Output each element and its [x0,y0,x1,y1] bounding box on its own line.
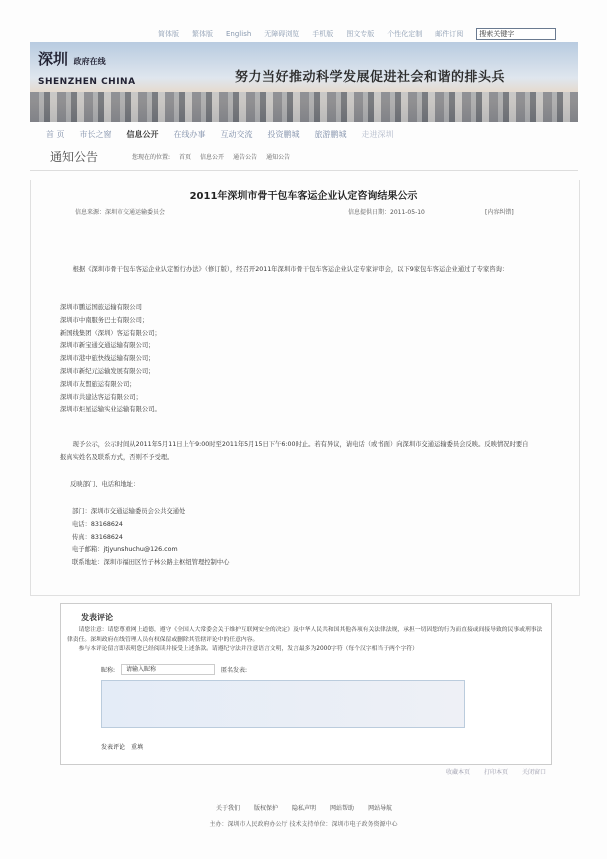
search-input[interactable]: 搜索关键字 [476,28,556,40]
contact-heading: 反映部门、电话和地址： [70,481,140,488]
info-source: 信息来源：深圳市交通运输委员会 [75,209,166,216]
list-item: 深圳市炬星运输实业运输有限公司。 [60,406,161,414]
company-list [60,302,161,417]
nav-online-service[interactable]: 在线办事 [173,130,206,139]
breadcrumb-item[interactable]: 通知公告 [266,154,291,161]
close-window-link[interactable]: 关闭窗口 [522,769,547,776]
comment-notice: 请您注意：请您尊重网上道德，遵守《全国人大常委会关于维护互联网安全的决定》及中华人民共和国其他各项有关法律法规，承担一切因您的行为而直接或间接导致的民事或刑事法律责任。深圳政府在线管理人员有权保留或删除其管辖评论中的任意内容。 参与本评论留言即表明您已经阅读并接受上述条款。请遵纪守法并注意语言文明，发言最多为2000字符（每个汉字相当于两个字符） [67,627,543,652]
page-tools [446,767,546,776]
list-item: 深圳市新纪元运输发展有限公司； [60,367,155,375]
top-links [158,28,556,40]
comment-title: 发表评论 [81,613,113,622]
top-link[interactable]: 个性化定制 [387,30,423,38]
reset-button[interactable]: 重填 [131,744,144,751]
top-link[interactable]: 繁体版 [192,30,213,38]
top-link[interactable]: 简体版 [158,30,179,38]
page-title: 通知公告 [50,150,99,164]
info-date: 信息提供日期：2011-05-10 [348,209,425,216]
breadcrumb-item[interactable]: 信息公开 [200,154,225,161]
site-logo[interactable]: 深圳 政府在线 SHENZHEN CHINA [38,50,136,87]
slogan: 努力当好推动科学发展促进社会和谐的排头兵 [235,70,506,85]
top-link[interactable]: 邮件订阅 [435,30,464,38]
nav-about-shenzhen[interactable]: 走进深圳 [361,130,394,139]
top-link[interactable]: English [226,30,252,38]
contact-department: 部门：深圳市交通运输委员会公共交通处 [72,508,186,515]
nav-invest[interactable]: 投资鹏城 [267,130,300,139]
content-correction-link[interactable]: [内容纠错] [485,209,514,216]
bookmark-page-link[interactable]: 收藏本页 [446,769,471,776]
contact-fax: 传真：83168624 [72,533,123,541]
nickname-row: 昵称: 请输入昵称 匿名发表: [101,666,248,674]
nav-info-public[interactable]: 信息公开 [126,130,159,139]
contact-phone: 电话：83168624 [72,520,123,528]
city-skyline-image [30,92,578,122]
nav-mayor[interactable]: 市长之窗 [79,130,112,139]
contact-list [72,506,229,570]
footer-link[interactable]: 版权保护 [254,805,279,812]
list-item: 深圳市鹏运国旅运输有限公司 [60,304,142,311]
list-item: 深圳市友盟旅运有限公司； [60,380,136,388]
main-nav [46,129,394,140]
anonymous-label[interactable]: 匿名发表: [221,667,248,674]
list-item: 深圳市新宝通交通运输有限公司； [60,342,155,350]
footer-links [216,803,392,812]
comment-textarea[interactable] [101,680,465,728]
top-link[interactable]: 图文专版 [346,30,375,38]
nickname-input[interactable]: 请输入昵称 [121,664,215,675]
article-title: 2011年深圳市骨干包车客运企业认定咨询结果公示 [189,191,418,202]
top-link[interactable]: 无障碍浏览 [264,30,300,38]
submit-comment-button[interactable]: 发表评论 [101,744,126,751]
nav-home[interactable]: 首 页 [46,130,65,139]
list-item: 深圳市港中旅快线运输有限公司； [60,355,155,363]
footer-copyright: 主办：深圳市人民政府办公厅 技术支持单位：深圳市电子政务资源中心 [209,821,398,828]
list-item: 新国线集团（深圳）客运有限公司； [60,329,161,337]
contact-address: 联系地址：深圳市福田区竹子林公路主枢纽管理控制中心 [72,559,230,567]
footer-link[interactable]: 关于我们 [216,805,241,812]
nav-interaction[interactable]: 互动交流 [220,130,253,139]
list-item: 深圳市共建达客运有限公司； [60,393,142,401]
breadcrumb-item[interactable]: 首页 [179,154,192,161]
comment-section [60,603,552,765]
nav-travel[interactable]: 旅游鹏城 [314,130,347,139]
comment-buttons [101,742,143,751]
breadcrumb-item[interactable]: 通告公告 [233,154,258,161]
print-page-link[interactable]: 打印本页 [484,769,509,776]
footer-link[interactable]: 网站导航 [368,805,393,812]
breadcrumb: 您现在的位置: 首页 信息公开 通告公告 通知公告 [132,154,291,161]
top-link[interactable]: 手机版 [312,30,334,38]
footer-link[interactable]: 隐私声明 [292,805,317,812]
list-item: 深圳市中南服务巴士有限公司； [60,316,149,324]
banner [30,42,578,122]
divider [30,170,578,171]
intro-paragraph: 根据《深圳市骨干包车客运企业认定暂行办法》（修订版），经召开2011年深圳市骨干包车客运企业认定专家评审会，以下9家包车客运企业通过了专家咨询： [72,266,509,273]
contact-email: 电子邮箱：jtjyunshuchu@126.com [72,546,178,554]
notice-paragraph: 现予公示，公示时间从2011年5月11日上午9:00时至2011年5月15日下午6:00时止。若有异议，请电话（或书面）向深圳市交通运输委员会反映。反映情况时要自报真实姓名及联系方式，否则不予受理。 [60,441,529,461]
footer-link[interactable]: 网站帮助 [330,805,355,812]
